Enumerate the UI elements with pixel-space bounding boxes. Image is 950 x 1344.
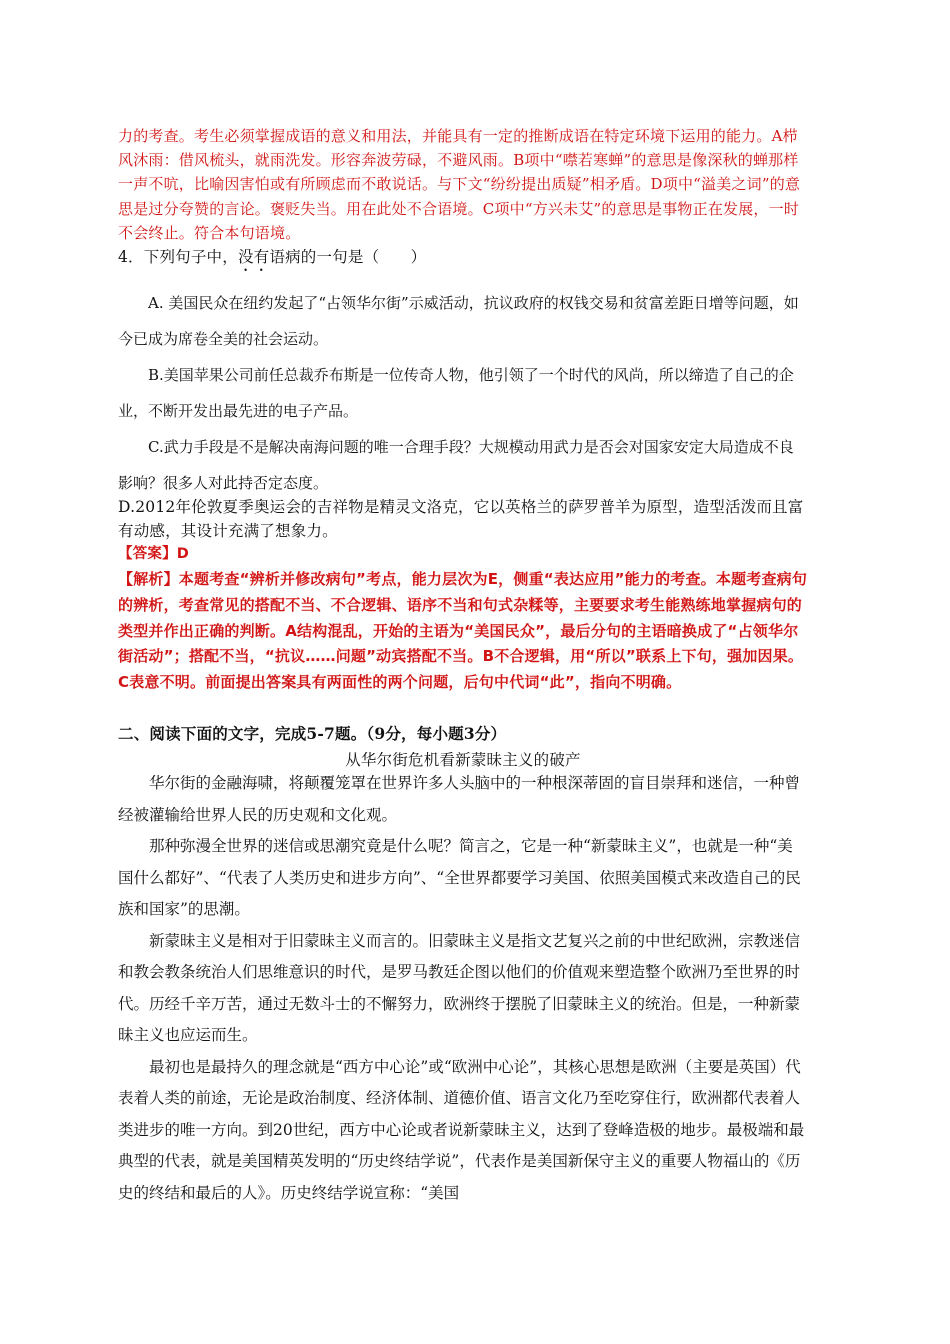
- option-d: D.2012年伦敦夏季奥运会的吉祥物是精灵文洛克，它以英格兰的萨罗普羊为原型，造型活泼而且富有动感，其设计充满了想象力。: [118, 498, 804, 540]
- option-c: C.武力手段是不是解决南海问题的唯一合理手段？大规模动用武力是否会对国家安定大局造成不良影响？很多人对此持否定态度。: [118, 438, 794, 492]
- option-b: B.美国苹果公司前任总裁乔布斯是一位传奇人物，他引领了一个时代的风尚，所以缔造了自己的企业，不断开发出最先进的电子产品。: [118, 366, 794, 420]
- stem-suffix: 语病的一句是（ ）: [269, 248, 427, 266]
- article-paragraph-2: 那种弥漫全世界的迷信或思潮究竟是什么呢？简言之，它是一种“新蒙昧主义”，也就是一种“美国什么都好”、“代表了人类历史和进步方向”、“全世界都要学习美国、依照美国模式来改造自己的民族和国家”的思潮。: [118, 837, 801, 918]
- section-2: [118, 722, 808, 772]
- question-4-stem: [118, 245, 808, 275]
- option-d-block: [118, 495, 808, 543]
- question-4-options: [118, 285, 808, 501]
- option-a: A. 美国民众在纽约发起了“占领华尔街”示威活动，抗议政府的权钱交易和贫富差距日增等问题，如今已成为席卷全美的社会运动。: [118, 294, 799, 348]
- stem-emphasis: 没有: [237, 248, 270, 266]
- analysis-text: 【解析】本题考查“辨析并修改病句”考点，能力层次为E，侧重“表达应用”能力的考查。本题考查病句的辨析，考查常见的搭配不当、不合逻辑、语序不当和句式杂糅等，主要要求考生能熟练地掌握病句的类型并作出正确的判断。A结构混乱，开始的主语为“美国民众”，最后分句的主语暗换成了“占领华尔街活动”；搭配不当，“抗议……问题”动宾搭配不当。B不合逻辑，用“所以”联系上下句，强加因果。C表意不明。前面提出答案具有两面性的两个问题，后句中代词“此”，指向不明确。: [118, 570, 808, 692]
- article-paragraph-4: 最初也是最持久的理念就是“西方中心论”或“欧洲中心论”，其核心思想是欧洲（主要是英国）代表着人类的前途，无论是政治制度、经济体制、道德价值、语言文化乃至吃穿住行，欧洲都代表着人类进步的唯一方向。到20世纪，西方中心论或者说新蒙昧主义，达到了登峰造极的地步。最极端和最典型的代表，就是美国精英发明的“历史终结学说”，代表作是美国新保守主义的重要人物福山的《历史的终结和最后的人》。历史终结学说宣称：“美国: [118, 1057, 805, 1202]
- question-4-stem-text: [118, 245, 808, 275]
- article-paragraph-1: 华尔街的金融海啸，将颠覆笼罩在世界许多人头脑中的一种根深蒂固的盲目崇拜和迷信，一种曾经被灌输给世界人民的历史观和文化观。: [118, 774, 801, 824]
- answer-block: [118, 544, 808, 696]
- article-title: 从华尔街危机看新蒙昧主义的破产: [345, 751, 581, 769]
- prev-analysis-block: [118, 124, 808, 245]
- article-paragraph-3: 新蒙昧主义是相对于旧蒙昧主义而言的。旧蒙昧主义是指文艺复兴之前的中世纪欧洲，宗教迷信和教会教条统治人们思维意识的时代，是罗马教廷企图以他们的价值观来塑造整个欧洲乃至世界的时代。历经千辛万苦，通过无数斗士的不懈努力，欧洲终于摆脱了旧蒙昧主义的统治。但是，一种新蒙昧主义也应运而生。: [118, 931, 801, 1044]
- stem-prefix: 4．下列句子中，: [118, 248, 238, 266]
- article-body: [118, 768, 808, 1209]
- prev-analysis-text: 力的考查。考生必须掌握成语的意义和用法，并能具有一定的推断成语在特定环境下运用的能力。A栉风沐雨：借风梳头，就雨洗发。形容奔波劳碌，不避风雨。B项中“噤若寒蝉”的意思是像深秋的蝉那样一声不吭，比喻因害怕或有所顾虑而不敢说话。与下文“纷纷提出质疑”相矛盾。D项中“溢美之词”的意思是过分夸赞的言论。褒贬失当。用在此处不合语境。C项中“方兴未艾”的意思是事物正在发展，一时不会终止。符合本句语境。: [118, 127, 801, 242]
- answer-label: 【答案】D: [118, 546, 190, 562]
- section-2-heading: 二、阅读下面的文字，完成5-7题。（9分，每小题3分）: [118, 724, 507, 743]
